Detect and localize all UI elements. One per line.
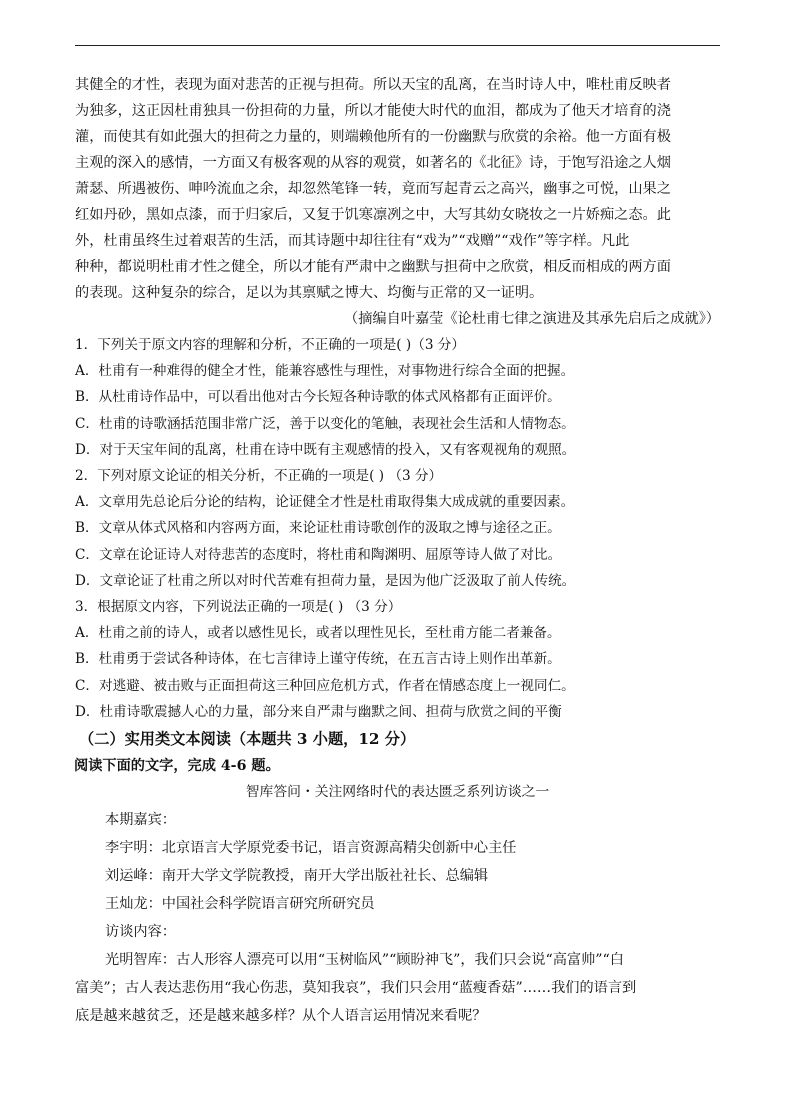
page-content	[75, 72, 720, 1030]
dialog-line: 底是越来越贫乏，还是越来越多样？从个人语言运用情况来看呢？	[75, 1008, 487, 1025]
question-3	[75, 594, 720, 725]
option-c: C．文章在论证诗人对待悲苦的态度时，将杜甫和陶渊明、屈原等诗人做了对比。	[75, 546, 562, 563]
question-2	[75, 463, 720, 594]
header-rule	[75, 45, 720, 46]
passage-source: （摘编自叶嘉莹《论杜甫七律之演进及其承先启后之成就》）	[344, 311, 720, 327]
guest-item: 王灿龙：中国社会科学院语言研究所研究员	[105, 896, 375, 913]
option-d: D．文章论证了杜甫之所以对时代苦难有担荷力量，是因为他广泛汲取了前人传统。	[75, 572, 576, 589]
dialog-line: 光明智库：古人形容人漂亮可以用“玉树临风”“顾盼神飞”，我们只会说“高富帅”“白	[105, 952, 624, 969]
passage-line: 外，杜甫虽终生过着艰苦的生活，而其诗题中却往往有“戏为”“戏赠”“戏作”等字样。凡此	[75, 233, 630, 249]
passage-paragraph	[75, 72, 720, 306]
option-a: A．文章用先总论后分论的结构，论证健全才性是杜甫取得集大成成就的重要因素。	[75, 494, 575, 511]
section-heading: （二）实用类文本阅读（本题共 3 小题，12 分）	[79, 730, 416, 749]
passage-line: 灌，而使其有如此强大的担荷之力量的，则端赖他所有的一份幽默与欣赏的余裕。他一方面有极	[75, 129, 671, 145]
interview-question	[75, 946, 720, 1030]
option-b: B．文章从体式风格和内容两方面，来论证杜甫诗歌创作的汲取之博与途径之正。	[75, 520, 561, 537]
option-c: C．对逃避、被击败与正面担荷这三种回应危机方式，作者在情感态度上一视同仁。	[75, 677, 575, 694]
interview-label: 访谈内容：	[105, 924, 176, 941]
passage-line: 为独多，这正因杜甫独具一份担荷的力量，所以才能使大时代的血泪，都成为了他天才培育的浇	[75, 103, 671, 119]
question-stem: 3．根据原文内容，下列说法正确的一项是( ) （3 分）	[75, 599, 402, 616]
option-a: A．杜甫有一种难得的健全才性，能兼容感性与理性，对事物进行综合全面的把握。	[75, 363, 575, 380]
question-1	[75, 332, 720, 463]
passage-line: 红如丹砂，黑如点漆，而于归家后，又复于饥寒凛冽之中，大写其幼女晓妆之一片娇痴之态。此	[75, 207, 671, 223]
question-stem: 2．下列对原文论证的相关分析，不正确的一项是( ) （3 分）	[75, 468, 443, 485]
option-d: D．对于天宝年间的乱离，杜甫在诗中既有主观感情的投入，又有客观视角的观照。	[75, 441, 576, 458]
option-d: D．杜甫诗歌震撼人心的力量，部分来自严肃与幽默之间、担荷与欣赏之间的平衡	[75, 703, 562, 720]
section-instruction: 阅读下面的文字，完成 4-6 题。	[74, 758, 280, 775]
option-a: A．杜甫之前的诗人，或者以感性见长，或者以理性见长，至杜甫方能二者兼备。	[75, 625, 561, 642]
question-stem: 1．下列关于原文内容的理解和分析，不正确的一项是( )（3 分）	[75, 337, 465, 353]
passage-line: 种种，都说明杜甫才性之健全，所以才能有严肃中之幽默与担荷中之欣赏，相反而相成的两方面	[75, 259, 671, 275]
passage-line: 的表现。这种复杂的综合，足以为其禀赋之博大、均衡与正常的又一证明。	[75, 285, 544, 301]
option-b: B．从杜甫诗作品中，可以看出他对古今长短各种诗歌的体式风格都有正面评价。	[75, 389, 561, 406]
guest-item: 李宇明：北京语言大学原党委书记，语言资源高精尖创新中心主任	[105, 840, 517, 857]
passage-line: 萧瑟、所遇被伤、呻吟流血之余，却忽然笔锋一转，竟而写起青云之高兴，幽事之可悦，山果之	[75, 181, 671, 197]
option-b: B．杜甫勇于尝试各种诗体，在七言律诗上谨守传统，在五言古诗上则作出革新。	[75, 651, 561, 668]
dialog-line: 富美”；古人表达悲伤用“我心伤悲，莫知我哀”，我们只会用“蓝瘦香菇”……我们的语言到	[75, 980, 637, 997]
article-title: 智库答问・关注网络时代的表达匮乏系列访谈之一	[245, 784, 550, 801]
option-c: C．杜甫的诗歌涵括范围非常广泛，善于以变化的笔触，表现社会生活和人情物态。	[75, 415, 575, 432]
guests-label: 本期嘉宾：	[105, 812, 176, 829]
guest-item: 刘运峰：南开大学文学院教授，南开大学出版社社长、总编辑	[105, 868, 489, 885]
passage-line: 其健全的才性，表现为面对悲苦的正视与担荷。所以天宝的乱离，在当时诗人中，唯杜甫反映者	[75, 77, 671, 93]
passage-line: 主观的深入的感情，一方面又有极客观的从容的观赏，如著名的《北征》诗，于饱写沿途之人烟	[75, 155, 671, 171]
